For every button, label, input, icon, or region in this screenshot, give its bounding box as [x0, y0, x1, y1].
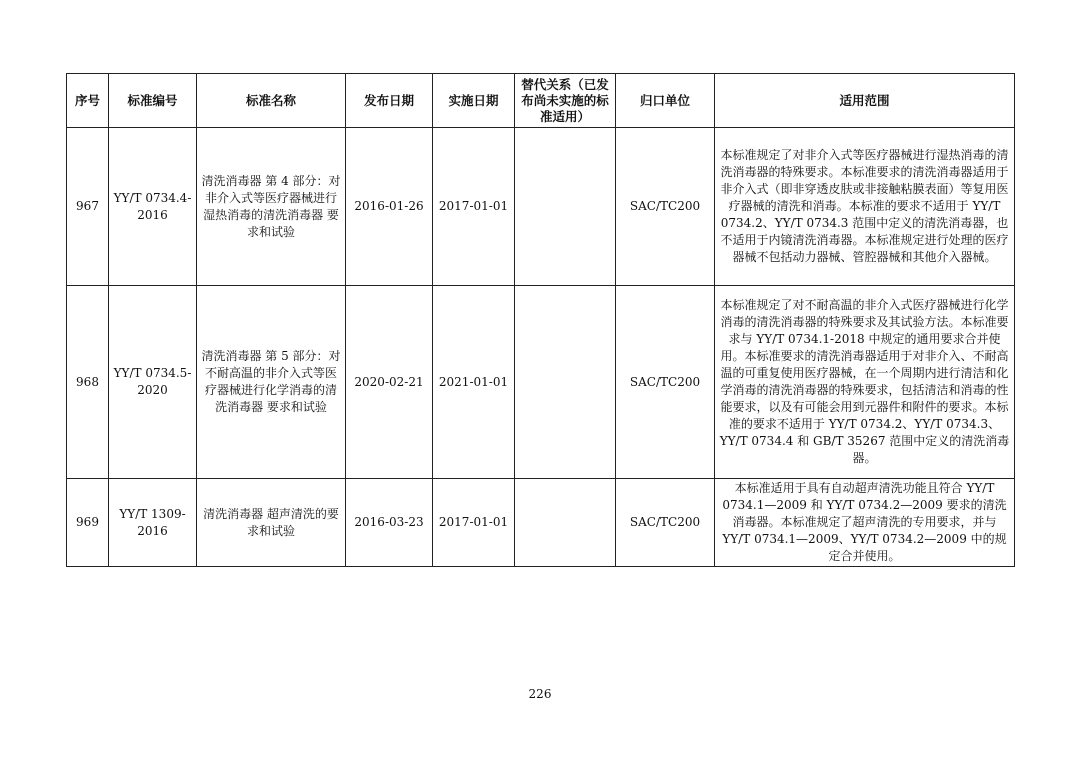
cell-scope: 本标准规定了对不耐高温的非介入式医疗器械进行化学消毒的清洗消毒器的特殊要求及其试验方法。本标准要求与 YY/T 0734.1-2018 中规定的通用要求合并使用。本标准要求的清洗消毒器适用于对非介入、不耐高温的可重复使用医疗器械，在一个周期内进行清洁和化学消毒的清洗消毒器的特殊要求，包括清洁和消毒的性能要求，以及有可能会用到元器件和附件的要求。本标准的要求不适用于 YY/T 0734.2、YY/T 0734.3、YY/T 0734.4 和 GB/T 35267 范围中定义的清洗消毒器。	[715, 286, 1015, 479]
cell-implement-date: 2021-01-01	[433, 286, 515, 479]
header-implement-date: 实施日期	[433, 74, 515, 128]
header-code: 标准编号	[109, 74, 197, 128]
page-number: 226	[528, 687, 552, 701]
header-replacement: 替代关系（已发布尚未实施的标准适用）	[515, 74, 616, 128]
cell-unit: SAC/TC200	[616, 286, 715, 479]
cell-scope: 本标准规定了对非介入式等医疗器械进行湿热消毒的清洗消毒器的特殊要求。本标准要求的清洗消毒器适用于非介入式（即非穿透皮肤或非接触粘膜表面）等复用医疗器械的清洗和消毒。本标准的要求不适用于 YY/T 0734.2、YY/T 0734.3 范围中定义的清洗消毒器，也不适用于内镜清洗消毒器。本标准规定进行处理的医疗器械不包括动力器械、管腔器械和其他介入器械。	[715, 128, 1015, 286]
header-name: 标准名称	[197, 74, 346, 128]
header-seq: 序号	[67, 74, 109, 128]
cell-unit: SAC/TC200	[616, 479, 715, 567]
cell-code: YY/T 0734.5-2020	[109, 286, 197, 479]
cell-code: YY/T 1309-2016	[109, 479, 197, 567]
cell-implement-date: 2017-01-01	[433, 479, 515, 567]
cell-replacement	[515, 286, 616, 479]
table-row	[67, 128, 1015, 286]
cell-name: 清洗消毒器 第 4 部分：对非介入式等医疗器械进行湿热消毒的清洗消毒器 要求和试验	[197, 128, 346, 286]
header-unit: 归口单位	[616, 74, 715, 128]
table-header-row	[67, 74, 1015, 128]
cell-publish-date: 2016-03-23	[346, 479, 433, 567]
cell-unit: SAC/TC200	[616, 128, 715, 286]
table-row	[67, 286, 1015, 479]
cell-publish-date: 2016-01-26	[346, 128, 433, 286]
cell-replacement	[515, 128, 616, 286]
cell-name: 清洗消毒器 超声清洗的要求和试验	[197, 479, 346, 567]
cell-seq: 969	[67, 479, 109, 567]
cell-scope: 本标准适用于具有自动超声清洗功能且符合 YY/T 0734.1—2009 和 YY/T 0734.2—2009 要求的清洗消毒器。本标准规定了超声清洗的专用要求，并与 YY/T 0734.1—2009、YY/T 0734.2—2009 中的规定合并使用。	[715, 479, 1015, 567]
cell-seq: 967	[67, 128, 109, 286]
cell-name: 清洗消毒器 第 5 部分：对不耐高温的非介入式等医疗器械进行化学消毒的清洗消毒器 要求和试验	[197, 286, 346, 479]
header-publish-date: 发布日期	[346, 74, 433, 128]
standards-table	[66, 73, 1015, 567]
cell-code: YY/T 0734.4-2016	[109, 128, 197, 286]
cell-seq: 968	[67, 286, 109, 479]
cell-implement-date: 2017-01-01	[433, 128, 515, 286]
header-scope: 适用范围	[715, 74, 1015, 128]
table-row	[67, 479, 1015, 567]
cell-publish-date: 2020-02-21	[346, 286, 433, 479]
cell-replacement	[515, 479, 616, 567]
